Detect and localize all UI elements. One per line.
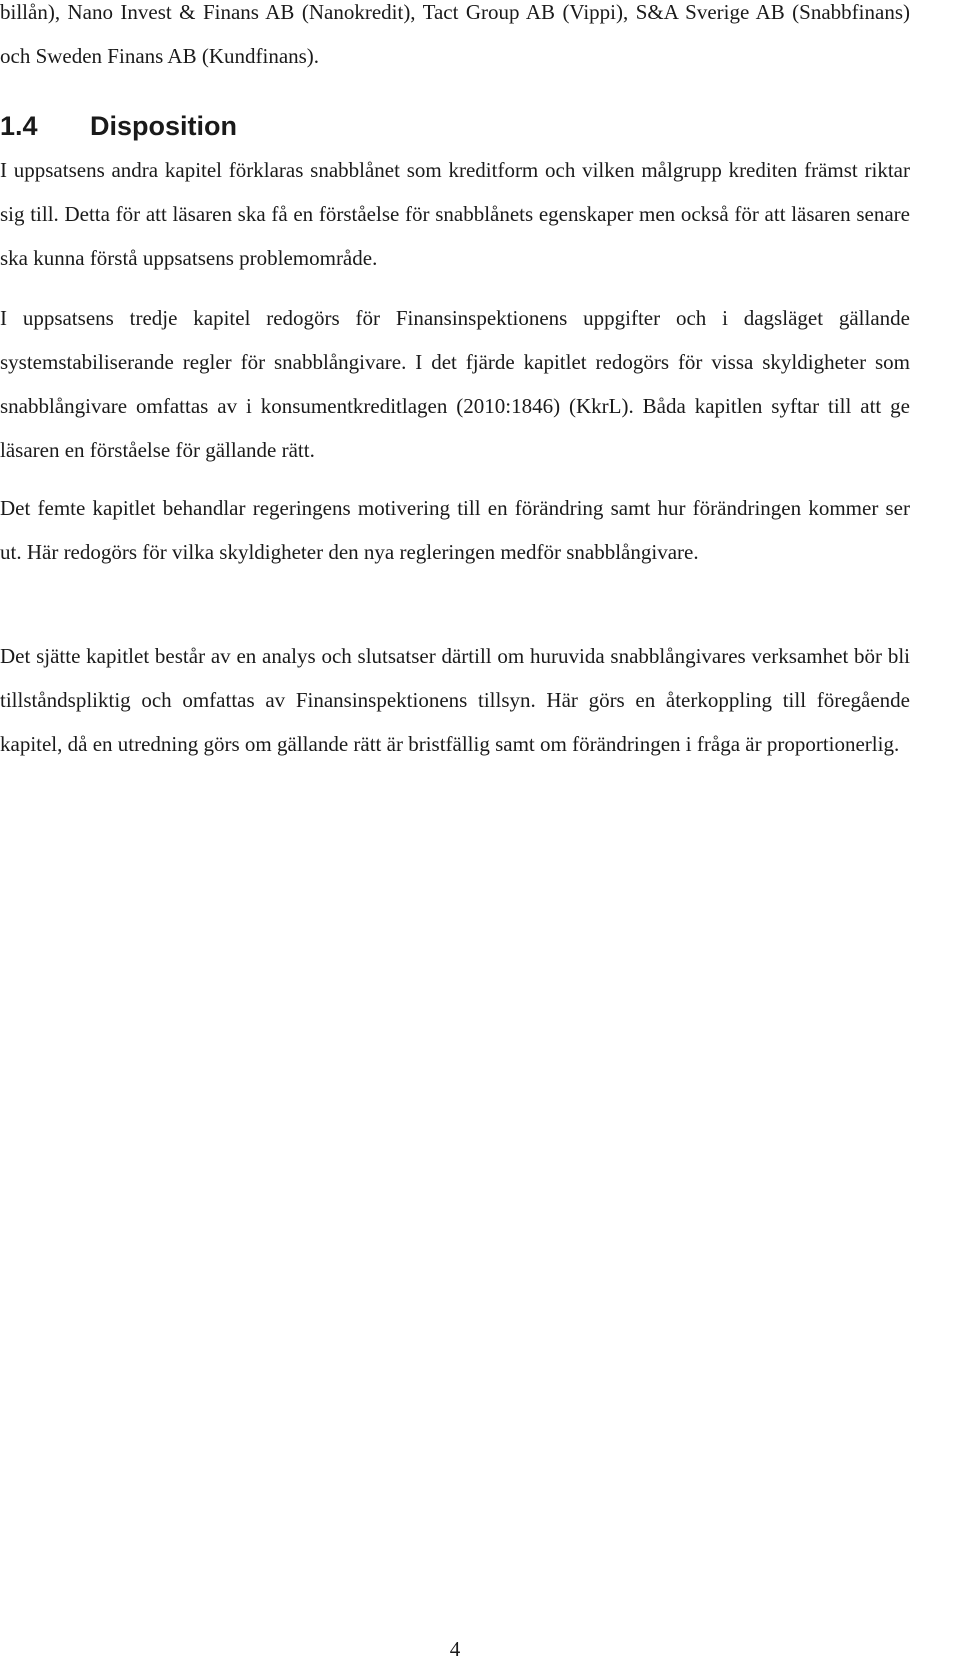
paragraph-chapter-six: Det sjätte kapitlet består av en analys och slutsatser därtill om huruvida snabblångivares verksamhet bör bli tillståndspliktig och omfattas av Finansinspektionens tillsyn. Här görs en återkoppling till föregående kapitel, då en utredning görs om gällande rätt är bristfällig samt om förändringen i fråga är proportionerlig.	[0, 644, 910, 756]
paragraph-chapter-two: I uppsatsens andra kapitel förklaras snabblånet som kreditform och vilken målgrupp krediten främst riktar sig till. Detta för att läsaren ska få en förståelse för snabblånets egenskaper men också för att läsaren senare ska kunna förstå uppsatsens problemområde.	[0, 158, 910, 270]
section-heading	[0, 108, 237, 144]
continuation-paragraph: billån), Nano Invest & Finans AB (Nanokredit), Tact Group AB (Vippi), S&A Sverige AB (Snabbfinans) och Sweden Finans AB (Kundfinans).	[0, 0, 910, 68]
page-number: 4	[449, 1637, 461, 1661]
paragraph-chapter-five: Det femte kapitlet behandlar regeringens motivering till en förändring samt hur förändringen kommer ser ut. Här redogörs för vilka skyldigheter den nya regleringen medför snabblångivare.	[0, 496, 910, 564]
paragraph-chapter-three-four: I uppsatsens tredje kapitel redogörs för Finansinspektionens uppgifter och i dagsläget gällande systemstabiliserande regler för snabblångivare. I det fjärde kapitlet redogörs för vissa skyldigheter som snabblångivare omfattas av i konsumentkreditlagen (2010:1846) (KkrL). Båda kapitlen syftar till att ge läsaren en förståelse för gällande rätt.	[0, 306, 910, 462]
section-title: Disposition	[90, 111, 237, 141]
section-number: 1.4	[0, 111, 38, 141]
